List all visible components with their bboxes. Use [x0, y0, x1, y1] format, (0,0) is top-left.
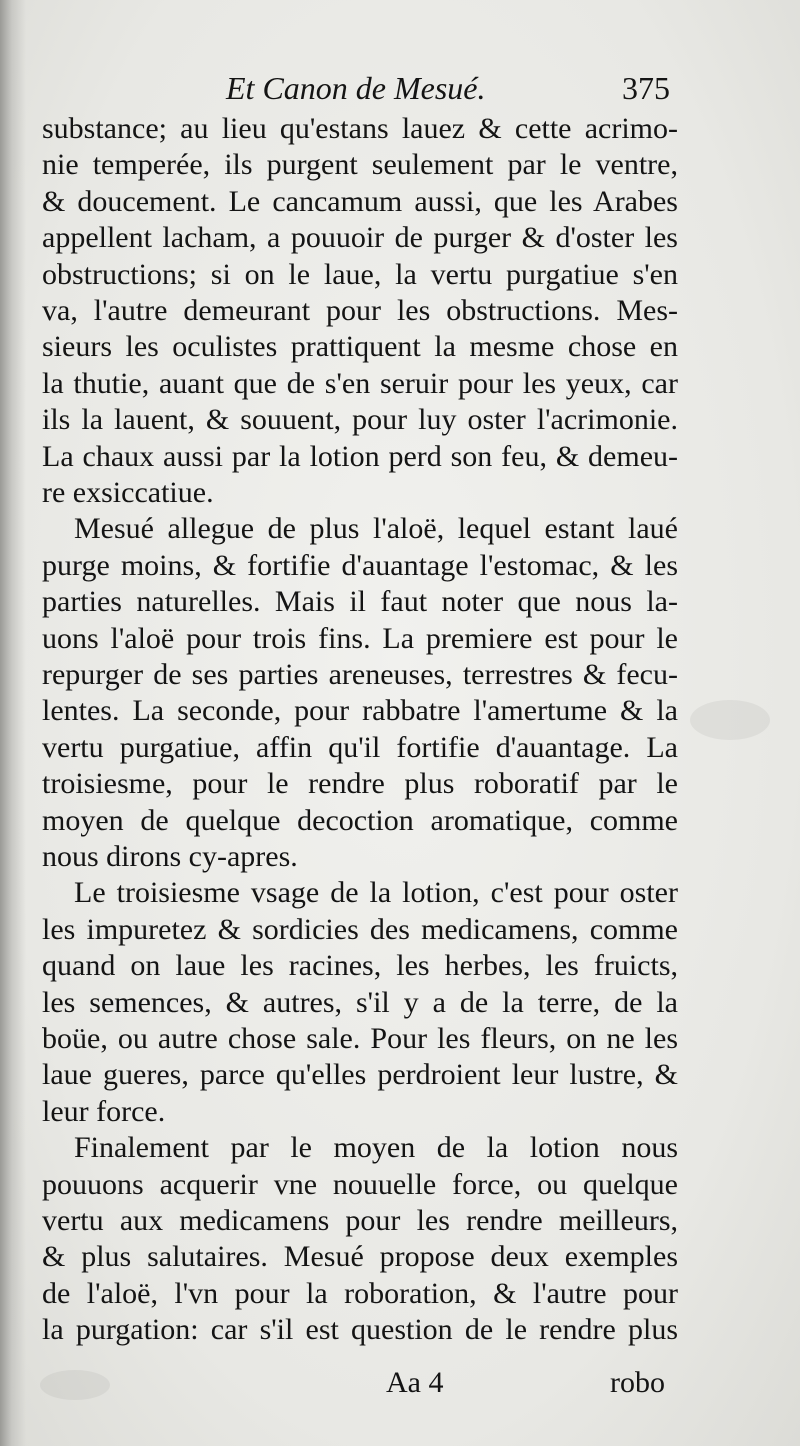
gutter-shadow [0, 0, 26, 1446]
text-line: Le troisiesme vsage de la lotion, c'est pour oster [74, 876, 678, 910]
text-line: nie temperée, ils purgent seulement par le ventre, [42, 148, 678, 182]
catchword: robo [610, 1366, 665, 1399]
text-line: re exsiccatiue. [42, 476, 214, 509]
text-line: obstructions; si on le laue, la vertu purgatiue s'en [42, 257, 678, 291]
text-line: & doucement. Le cancamum aussi, que les Arabes [42, 184, 678, 218]
running-title: Et Canon de Mesué. [226, 70, 486, 106]
text-line: troisiesme, pour le rendre plus roboratif par le [42, 767, 678, 801]
text-line: & plus salutaires. Mesué propose deux exemples [42, 1240, 678, 1274]
text-line: boüe, ou autre chose sale. Pour les fleurs, on ne les [42, 1022, 678, 1055]
text-line: leur force. [42, 1094, 166, 1128]
page-number: 375 [622, 70, 670, 106]
text-line: de l'aloë, l'vn pour la roboration, & l'autre pour [42, 1276, 678, 1310]
text-line: repurger de ses parties areneuses, terrestres & fecu- [42, 658, 678, 691]
text-line: uons l'aloë pour trois fins. La premiere est pour le [42, 621, 678, 655]
text-line: quand on laue les racines, les herbes, les fruicts, [42, 949, 678, 983]
text-line: pouuons acquerir vne nouuelle force, ou quelque [42, 1167, 678, 1201]
text-line: parties naturelles. Mais il faut noter que nous la- [42, 585, 678, 619]
text-line: purge moins, & fortifie d'auantage l'estomac, & les [42, 548, 678, 582]
text-line: moyen de quelque decoction aromatique, comme [42, 803, 678, 837]
text-line: la purgation: car s'il est question de le rendre plus [42, 1313, 678, 1347]
text-line: sieurs les oculistes prattiquent la mesme chose en [42, 330, 678, 364]
text-line: vertu aux medicamens pour les rendre meilleurs, [42, 1204, 678, 1237]
text-line: lentes. La seconde, pour rabbatre l'amertume & la [42, 694, 678, 728]
signature-mark: Aa 4 [386, 1366, 444, 1399]
text-line: Finalement par le moyen de la lotion nous [74, 1131, 678, 1165]
text-line: La chaux aussi par la lotion perd son feu, & demeu- [42, 439, 678, 473]
text-line: ils la lauent, & souuent, pour luy oster l'acrimonie. [42, 403, 678, 437]
page-footer [0, 1360, 800, 1410]
text-line: la thutie, auant que de s'en seruir pour les yeux, car [42, 366, 678, 400]
paper-stain [690, 700, 770, 740]
page-header [0, 62, 800, 112]
text-line: vertu purgatiue, affin qu'il fortifie d'auantage. La [42, 730, 678, 764]
text-line: les semences, & autres, s'il y a de la terre, de la [42, 985, 678, 1019]
text-line: Mesué allegue de plus l'aloë, lequel estant laué [74, 512, 678, 546]
text-line: va, l'autre demeurant pour les obstructions. Mes- [42, 294, 678, 327]
text-line: laue gueres, parce qu'elles perdroient leur lustre, & [42, 1058, 678, 1092]
text-line: appellent lacham, a pouuoir de purger & d'oster les [42, 221, 678, 255]
text-line: les impuretez & sordicies des medicamens, comme [42, 912, 678, 946]
text-line: nous dirons cy-apres. [42, 840, 298, 873]
text-line: substance; au lieu qu'estans lauez & cette acrimo- [42, 112, 678, 145]
